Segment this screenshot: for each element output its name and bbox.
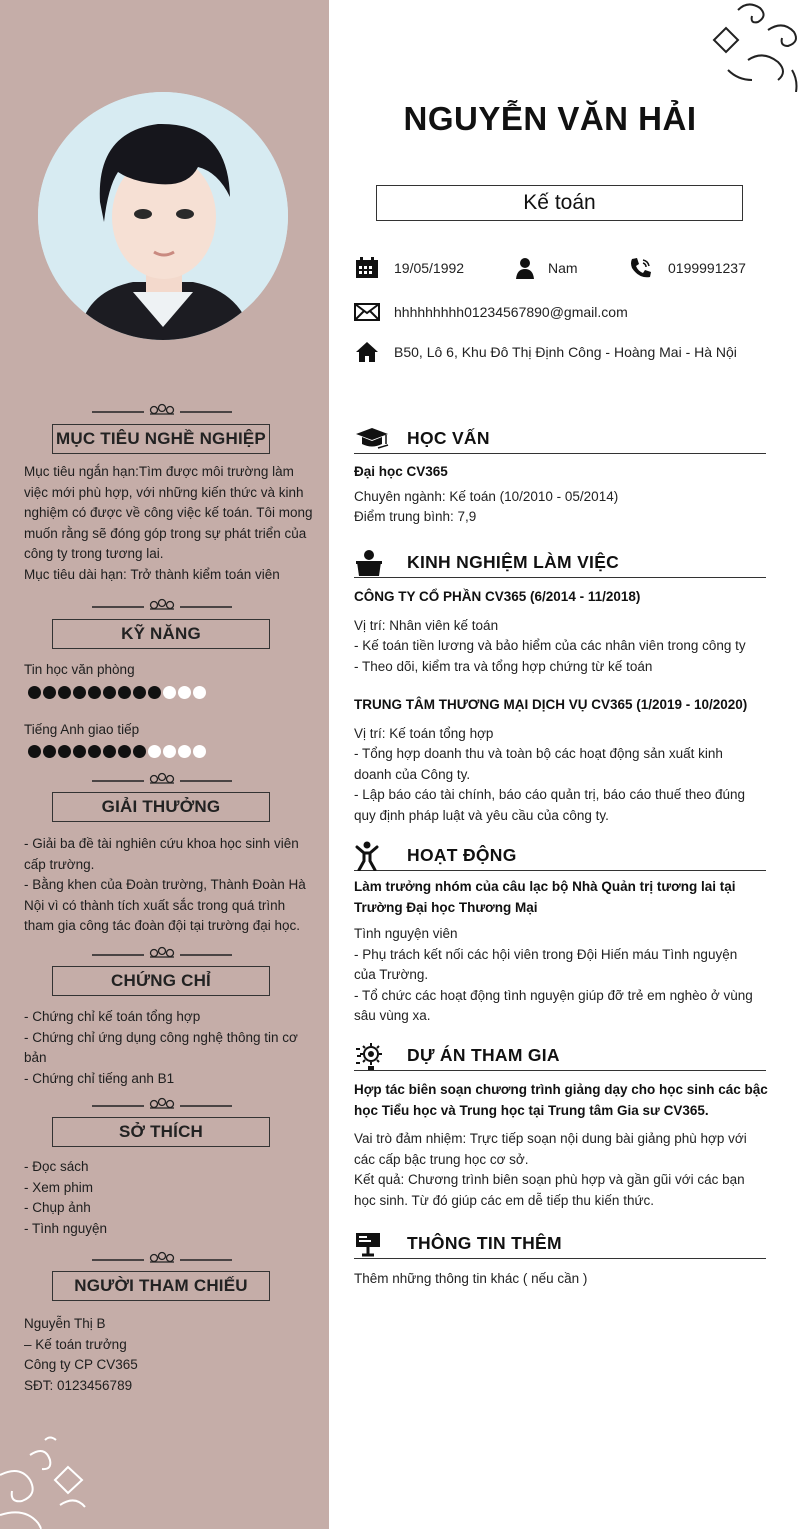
extra-body — [354, 1269, 774, 1290]
rating-dot-filled — [58, 686, 71, 699]
rating-dot-filled — [28, 686, 41, 699]
hobby-line: - Đọc sách — [24, 1159, 89, 1174]
projects-body — [354, 1080, 774, 1211]
reference-line: SĐT: 0123456789 — [24, 1377, 133, 1393]
reference-line: Nguyễn Thị B — [24, 1316, 106, 1331]
phone-row — [628, 257, 746, 279]
project-headline: Hợp tác biên soạn chương trình giảng dạy cho học sinh các bậc — [354, 1082, 768, 1097]
project-line: Kết quả: Chương trình biên soạn phù hợp và gần gũi với các bạn — [354, 1172, 745, 1187]
company-name: CÔNG TY CỔ PHẦN CV365 (6/2014 - 11/2018) — [354, 589, 641, 604]
running-person-icon — [354, 842, 394, 870]
awards-line: tham gia công tác đoàn đội tại trường đại học. — [24, 918, 301, 933]
extra-title: THÔNG TIN THÊM — [407, 1233, 562, 1253]
birthday-row — [354, 257, 464, 279]
reference-text — [24, 1314, 320, 1396]
reference-line: – Kế toán trưởng — [24, 1336, 127, 1352]
job-line: Vị trí: Kế toán tổng hợp — [354, 725, 494, 741]
certificate-line: bản — [24, 1050, 47, 1065]
job-line: doanh của Công ty. — [354, 766, 471, 782]
job-line: - Kế toán tiền lương và bảo hiểm của các nhân viên trong công ty — [354, 638, 746, 653]
school-name: Đại học CV365 — [354, 464, 448, 479]
hobby-line: - Tình nguyện — [24, 1220, 108, 1236]
rating-dot-empty — [178, 745, 191, 758]
rating-dot-empty — [163, 686, 176, 699]
education-title: HỌC VẤN — [407, 428, 490, 448]
activity-line: - Tổ chức các hoạt động tình nguyện giúp đỡ trẻ em nghèo ở vùng — [354, 987, 753, 1003]
activity-headline: Làm trưởng nhóm của câu lạc bộ Nhà Quản trị tương lai tại — [354, 879, 736, 894]
activity-line: - Phụ trách kết nối các hội viên trong Đội Hiến máu Tình nguyện — [354, 946, 738, 962]
extra-text: Thêm những thông tin khác ( nếu cần ) — [354, 1271, 588, 1286]
education-body — [354, 462, 774, 528]
objective-title: MỤC TIÊU NGHỀ NGHIỆP — [52, 424, 270, 454]
experience-title: KINH NGHIỆM LÀM VIỆC — [407, 552, 620, 572]
rating-dot-filled — [73, 686, 86, 699]
project-line: học sinh. Từ đó giúp các em dễ tiếp thu kiến thức. — [354, 1192, 654, 1208]
activities-body — [354, 877, 774, 1027]
phone-icon — [628, 257, 654, 279]
projects-title: DỰ ÁN THAM GIA — [407, 1045, 560, 1065]
ornament-divider — [92, 1251, 232, 1265]
experience-job — [354, 587, 774, 677]
rating-dot-filled — [58, 745, 71, 758]
certificate-line: - Chứng chỉ tiếng anh B1 — [24, 1070, 175, 1086]
certificates-title: CHỨNG CHỈ — [52, 966, 270, 996]
reference-line: Công ty CP CV365 — [24, 1357, 138, 1372]
education-header — [354, 424, 766, 454]
rating-dot-filled — [133, 686, 146, 699]
rating-dot-filled — [133, 745, 146, 758]
envelope-icon — [354, 301, 380, 323]
education-line: Chuyên ngành: Kế toán (10/2010 - 05/2014) — [354, 488, 619, 504]
email-value: hhhhhhhhh01234567890@gmail.com — [394, 304, 628, 320]
briefcase-icon — [354, 549, 394, 577]
gear-bulb-icon — [354, 1042, 394, 1070]
job-title: Kế toán — [376, 185, 743, 221]
hobby-line: - Xem phim — [24, 1179, 94, 1195]
job-line: quy định pháp luật và yêu cầu của công ty. — [354, 807, 609, 823]
gender-row — [512, 257, 578, 279]
awards-line: cấp trường. — [24, 856, 95, 872]
candidate-name: NGUYỄN VĂN HẢI — [403, 100, 697, 137]
ornament-divider — [92, 403, 232, 417]
project-headline: học Tiểu học và Trung học tại Trung tâm Gia sư CV365. — [354, 1102, 709, 1118]
objective-text — [24, 462, 320, 585]
gender-value: Nam — [548, 260, 578, 276]
birthday-value: 19/05/1992 — [394, 260, 465, 276]
certificate-line: - Chứng chỉ kế toán tổng hợp — [24, 1009, 201, 1024]
rating-dot-filled — [103, 745, 116, 758]
objective-line: nghiệm có được về công việc kế toán. Tôi mong — [24, 505, 313, 520]
skill-rating — [28, 686, 206, 699]
graduation-cap-icon — [354, 425, 394, 453]
rating-dot-empty — [178, 686, 191, 699]
rating-dot-filled — [88, 686, 101, 699]
address-row — [354, 341, 737, 363]
sidebar — [0, 0, 329, 1529]
address-value: B50, Lô 6, Khu Đô Thị Định Công - Hoàng Mai - Hà Nội — [394, 344, 737, 360]
activity-line: Tình nguyện viên — [354, 926, 458, 941]
extra-header — [354, 1229, 766, 1259]
ornament-divider — [92, 772, 232, 786]
presentation-board-icon — [354, 1230, 394, 1258]
objective-line: công ty trong tương lai. — [24, 546, 164, 561]
awards-line: Nội vì có thành tích xuất sắc trong quá trình — [24, 897, 286, 913]
flourish-ornament — [0, 1435, 90, 1529]
job-line: - Tổng hợp doanh thu và toàn bộ các hoạt động sản xuất kinh — [354, 746, 723, 761]
home-icon — [354, 341, 380, 363]
education-line: Điểm trung bình: 7,9 — [354, 509, 477, 524]
phone-value: 0199991237 — [668, 260, 746, 276]
hobbies-title: SỞ THÍCH — [52, 1117, 270, 1147]
ornament-divider — [92, 598, 232, 612]
experience-job — [354, 695, 774, 826]
rating-dot-filled — [118, 686, 131, 699]
skill-rating — [28, 745, 206, 758]
ornament-divider — [92, 1097, 232, 1111]
company-name: TRUNG TÂM THƯƠNG MẠI DỊCH VỤ CV365 (1/2019 - 10/2020) — [354, 697, 748, 712]
rating-dot-empty — [148, 745, 161, 758]
avatar-photo — [38, 92, 288, 340]
objective-line: Mục tiêu dài hạn: Trở thành kiểm toán viên — [24, 566, 280, 582]
activity-line: sâu vùng xa. — [354, 1008, 431, 1023]
activities-title: HOẠT ĐỘNG — [407, 845, 517, 865]
activity-headline: Trường Đại học Thương Mại — [354, 899, 538, 915]
person-icon — [512, 257, 538, 279]
job-line: - Lập báo cáo tài chính, báo cáo quản trị, báo cáo thuế theo đúng — [354, 787, 746, 802]
job-line: - Theo dõi, kiểm tra và tổng hợp chứng từ kế toán — [354, 658, 653, 674]
calendar-icon — [354, 257, 380, 279]
certificates-text — [24, 1007, 320, 1089]
hobbies-text — [24, 1157, 320, 1239]
awards-text — [24, 834, 320, 937]
email-row — [354, 301, 628, 323]
objective-line: việc mới phù hợp, với những kiến thức và kinh — [24, 484, 304, 500]
ornament-divider — [92, 946, 232, 960]
projects-header — [354, 1041, 766, 1071]
skill-name: Tin học văn phòng — [24, 662, 135, 677]
rating-dot-filled — [88, 745, 101, 758]
flourish-ornament — [708, 0, 800, 92]
job-line: Vị trí: Nhân viên kế toán — [354, 617, 499, 633]
project-line: các cấp bậc trung học cơ sở. — [354, 1151, 529, 1167]
skills-title: KỸ NĂNG — [52, 619, 270, 649]
awards-line: - Bằng khen của Đoàn trường, Thành Đoàn Hà — [24, 877, 306, 892]
experience-header — [354, 548, 766, 578]
rating-dot-filled — [43, 745, 56, 758]
rating-dot-filled — [103, 686, 116, 699]
certificate-line: - Chứng chỉ ứng dụng công nghệ thông tin cơ — [24, 1029, 298, 1045]
project-line: Vai trò đảm nhiệm: Trực tiếp soạn nội dung bài giảng phù hợp với — [354, 1131, 747, 1146]
objective-line: muốn rằng sẽ đóng góp trong sự phát triển của — [24, 525, 307, 541]
rating-dot-empty — [163, 745, 176, 758]
activity-line: của Trường. — [354, 967, 429, 982]
rating-dot-filled — [73, 745, 86, 758]
rating-dot-empty — [193, 745, 206, 758]
rating-dot-filled — [118, 745, 131, 758]
awards-title: GIẢI THƯỞNG — [52, 792, 270, 822]
hobby-line: - Chụp ảnh — [24, 1200, 91, 1215]
rating-dot-filled — [28, 745, 41, 758]
activities-header — [354, 841, 766, 871]
objective-line: Mục tiêu ngắn hạn:Tìm được môi trường làm — [24, 464, 294, 479]
skill-name: Tiếng Anh giao tiếp — [24, 722, 140, 737]
rating-dot-filled — [148, 686, 161, 699]
awards-line: - Giải ba đề tài nghiên cứu khoa học sinh viên — [24, 836, 299, 851]
rating-dot-empty — [193, 686, 206, 699]
rating-dot-filled — [43, 686, 56, 699]
reference-title: NGƯỜI THAM CHIẾU — [52, 1271, 270, 1301]
